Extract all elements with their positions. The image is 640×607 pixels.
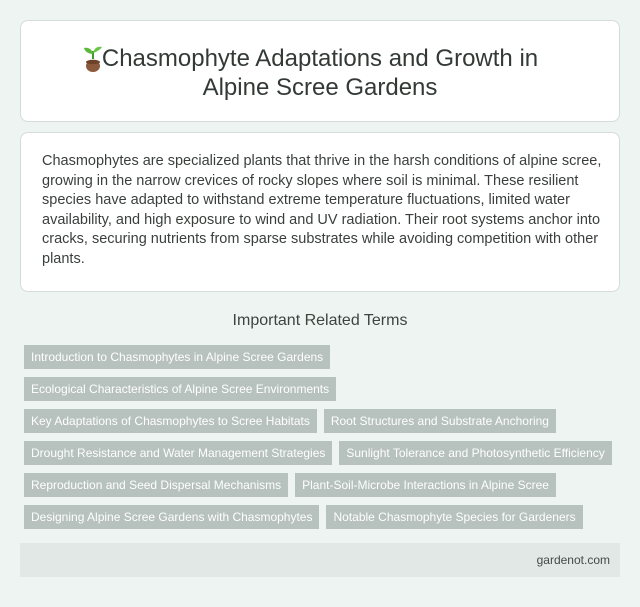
related-term-tag[interactable]: Notable Chasmophyte Species for Gardeners	[326, 505, 582, 529]
related-term-tag[interactable]: Introduction to Chasmophytes in Alpine Scree Gardens	[24, 345, 330, 369]
related-terms-heading: Important Related Terms	[232, 312, 408, 329]
title-card	[20, 20, 620, 122]
related-term-tag[interactable]: Drought Resistance and Water Management Strategies	[24, 441, 332, 465]
related-term-tag[interactable]: Reproduction and Seed Dispersal Mechanisms	[24, 473, 288, 497]
tag-row	[24, 473, 620, 497]
page-title-line-2: Alpine Scree Gardens	[202, 74, 438, 101]
related-term-tag[interactable]: Key Adaptations of Chasmophytes to Scree Habitats	[24, 409, 317, 433]
tag-row	[24, 441, 620, 465]
page-title-line-1: Chasmophyte Adaptations and Growth in	[101, 45, 539, 72]
tag-row	[24, 409, 620, 433]
footer-site-link[interactable]: gardenot.com	[536, 553, 610, 567]
description-text: Chasmophytes are specialized plants that thrive in the harsh conditions of alpine scree, growing in the narrow crevices of rocky slopes where soil is minimal. These resilient species have adapted to withstand extreme temperature fluctuations, limited water availability, and high exposure to wind and UV radiation. Their root systems anchor into cracks, securing nutrients from sparse substrates while avoiding competition with other plants.	[42, 153, 602, 267]
tag-row	[24, 377, 620, 401]
related-term-tag[interactable]: Ecological Characteristics of Alpine Scree Environments	[24, 377, 336, 401]
footer	[20, 543, 620, 577]
related-term-tag[interactable]: Root Structures and Substrate Anchoring	[324, 409, 556, 433]
related-term-tag[interactable]: Designing Alpine Scree Gardens with Chasmophytes	[24, 505, 319, 529]
tag-row	[24, 345, 620, 369]
description-card	[20, 132, 620, 292]
related-term-tag[interactable]: Plant-Soil-Microbe Interactions in Alpine Scree	[295, 473, 556, 497]
tag-row	[24, 505, 620, 529]
related-terms-list	[24, 345, 620, 537]
page-title	[21, 44, 619, 102]
related-term-tag[interactable]: Sunlight Tolerance and Photosynthetic Efficiency	[339, 441, 611, 465]
